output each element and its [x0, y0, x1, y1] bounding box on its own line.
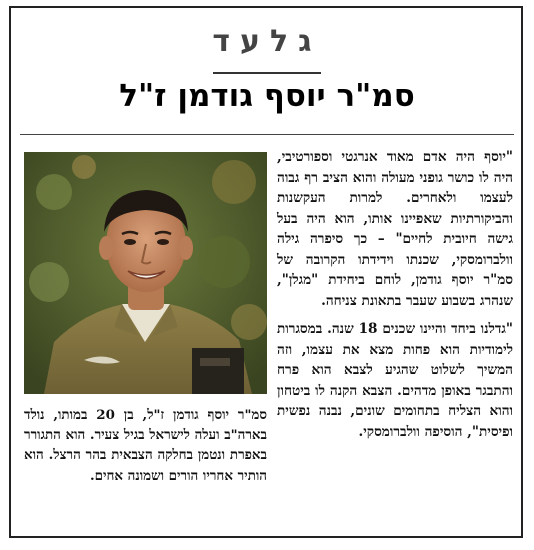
body-paragraph-1: "יוסף היה אדם מאוד אנרגטי וספורטיבי, היה לו כושר גופני מעולה והוא הציב רף גבוה לעצמו ולאחרים. למרות העקשנות והביקורתיות שאפיינו אותו, הוא היה בעל גישה חיובית לחיים" – כך סיפרה גילה וולברומסקי, שכנתו וידידתו הקרובה של סמ"ר יוסף גודמן, לוחם ביחידת "מגלן", שנהרג בשבוע שעבר בתאונת צניחה.: [277, 149, 513, 309]
photo-caption: [24, 405, 267, 486]
soldier-photo-illustration: [24, 152, 267, 394]
section-rule: [213, 72, 321, 74]
soldier-photo: [24, 152, 267, 394]
section-label: גלעד: [212, 24, 322, 59]
caption-text: סמ"ר יוסף גודמן ז"ל, בן 20 במותו, נולד בארה"ב ועלה לישראל בגיל צעיר. הוא התגורר באפרת ונטמן בחלקה הצבאית בהר הרצל. הוא הותיר אחריו הורים ושמונה אחים.: [24, 407, 267, 484]
article-headline: סמ"ר יוסף גודמן ז"ל: [119, 78, 415, 114]
headline-divider: [20, 134, 514, 135]
article-body: [277, 147, 513, 450]
body-paragraph-2: "גדלנו ביחד והיינו שכנים 18 שנה. במסגרות לימודיות הוא פחות מצא את עצמו, וזה המשיך לשלוט שהגיע לצבא הוא פרח והתבגר באופן מדהים. הצבא הקנה לו ביטחון והוא הצליח בתחומים שונים, נבנה נפשית ופיסית", הוסיפה וולברומסקי.: [277, 321, 513, 440]
